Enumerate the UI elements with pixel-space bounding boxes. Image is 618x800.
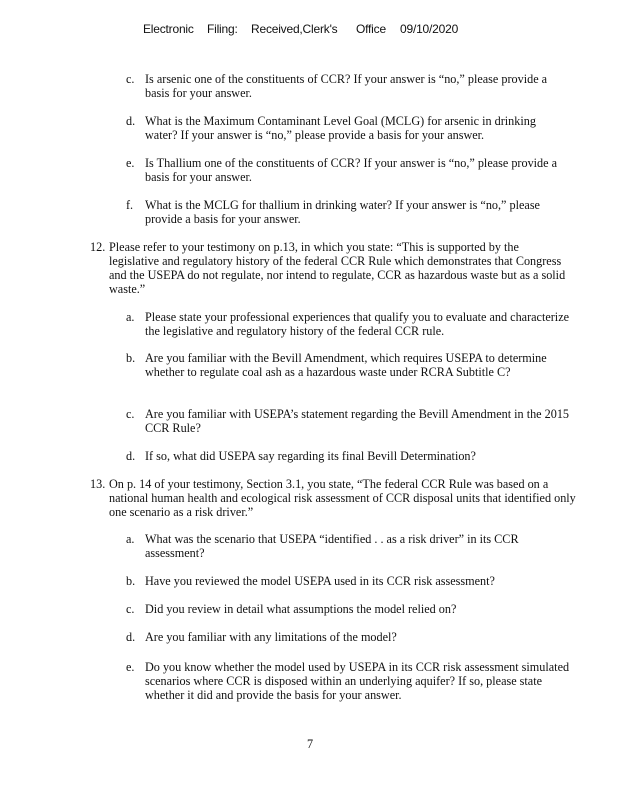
question-text: On p. 14 of your testimony, Section 3.1, you state, “The federal CCR Rule was based on a national human health and ecological risk assessment of CCR disposal units that identified only one scenario as a risk driver.” (109, 477, 576, 519)
item-label: d. (126, 630, 136, 644)
item-text: Are you familiar with the Bevill Amendment, which requires USEPA to determine whether to regulate coal ash as a hazardous waste under RCRA Subtitle C? (145, 351, 547, 379)
header-electronic: Electronic (143, 22, 194, 36)
page-number: 7 (306, 737, 314, 751)
item-label: f. (126, 198, 134, 212)
item-text: If so, what did USEPA say regarding its final Bevill Determination? (145, 449, 476, 463)
item-text: What was the scenario that USEPA “identified . . as a risk driver” in its CCR assessment? (145, 532, 519, 560)
item-label: c. (126, 72, 135, 86)
item-text: Is Thallium one of the constituents of CCR? If your answer is “no,” please provide a basis for your answer. (145, 156, 558, 184)
item-label: e. (126, 660, 135, 674)
item-label: a. (126, 310, 135, 324)
item-text: Have you reviewed the model USEPA used in its CCR risk assessment? (145, 574, 495, 588)
item-label: b. (126, 574, 136, 588)
question-number: 13. (90, 477, 106, 491)
item-label: c. (126, 602, 135, 616)
item-label: d. (126, 449, 136, 463)
item-label: b. (126, 351, 136, 365)
header-filing: Filing: (207, 22, 238, 36)
item-label: c. (126, 407, 135, 421)
item-text: Are you familiar with any limitations of the model? (145, 630, 397, 644)
item-label: a. (126, 532, 135, 546)
header-received-clerks: Received,Clerk's (251, 22, 338, 36)
question-number: 12. (90, 240, 106, 254)
item-label: e. (126, 156, 135, 170)
item-text: Are you familiar with USEPA’s statement regarding the Bevill Amendment in the 2015 CCR Rule? (145, 407, 570, 435)
item-text: What is the Maximum Contaminant Level Goal (MCLG) for arsenic in drinking water? If your answer is “no,” please provide a basis for your answer. (145, 114, 536, 142)
item-text: Is arsenic one of the constituents of CCR? If your answer is “no,” please provide a basis for your answer. (145, 72, 548, 100)
item-text: Please state your professional experiences that qualify you to evaluate and characterize the legislative and regulatory history of the federal CCR rule. (145, 310, 570, 338)
item-text: What is the MCLG for thallium in drinking water? If your answer is “no,” please provide a basis for your answer. (145, 198, 540, 226)
item-text: Do you know whether the model used by USEPA in its CCR risk assessment simulated scenarios where CCR is disposed within an underlying aquifer? If so, please state whether it did and provide the basis for your answer. (145, 660, 570, 702)
item-text: Did you review in detail what assumptions the model relied on? (145, 602, 457, 616)
question-text: Please refer to your testimony on p.13, in which you state: “This is supported by the legislative and regulatory history of the federal CCR Rule which demonstrates that Congress and the USEPA do not regulate, nor intend to regulate, CCR as hazardous waste but as a solid waste.” (109, 240, 566, 296)
header-date: 09/10/2020 (400, 22, 459, 36)
header-office: Office (356, 22, 386, 36)
item-label: d. (126, 114, 136, 128)
